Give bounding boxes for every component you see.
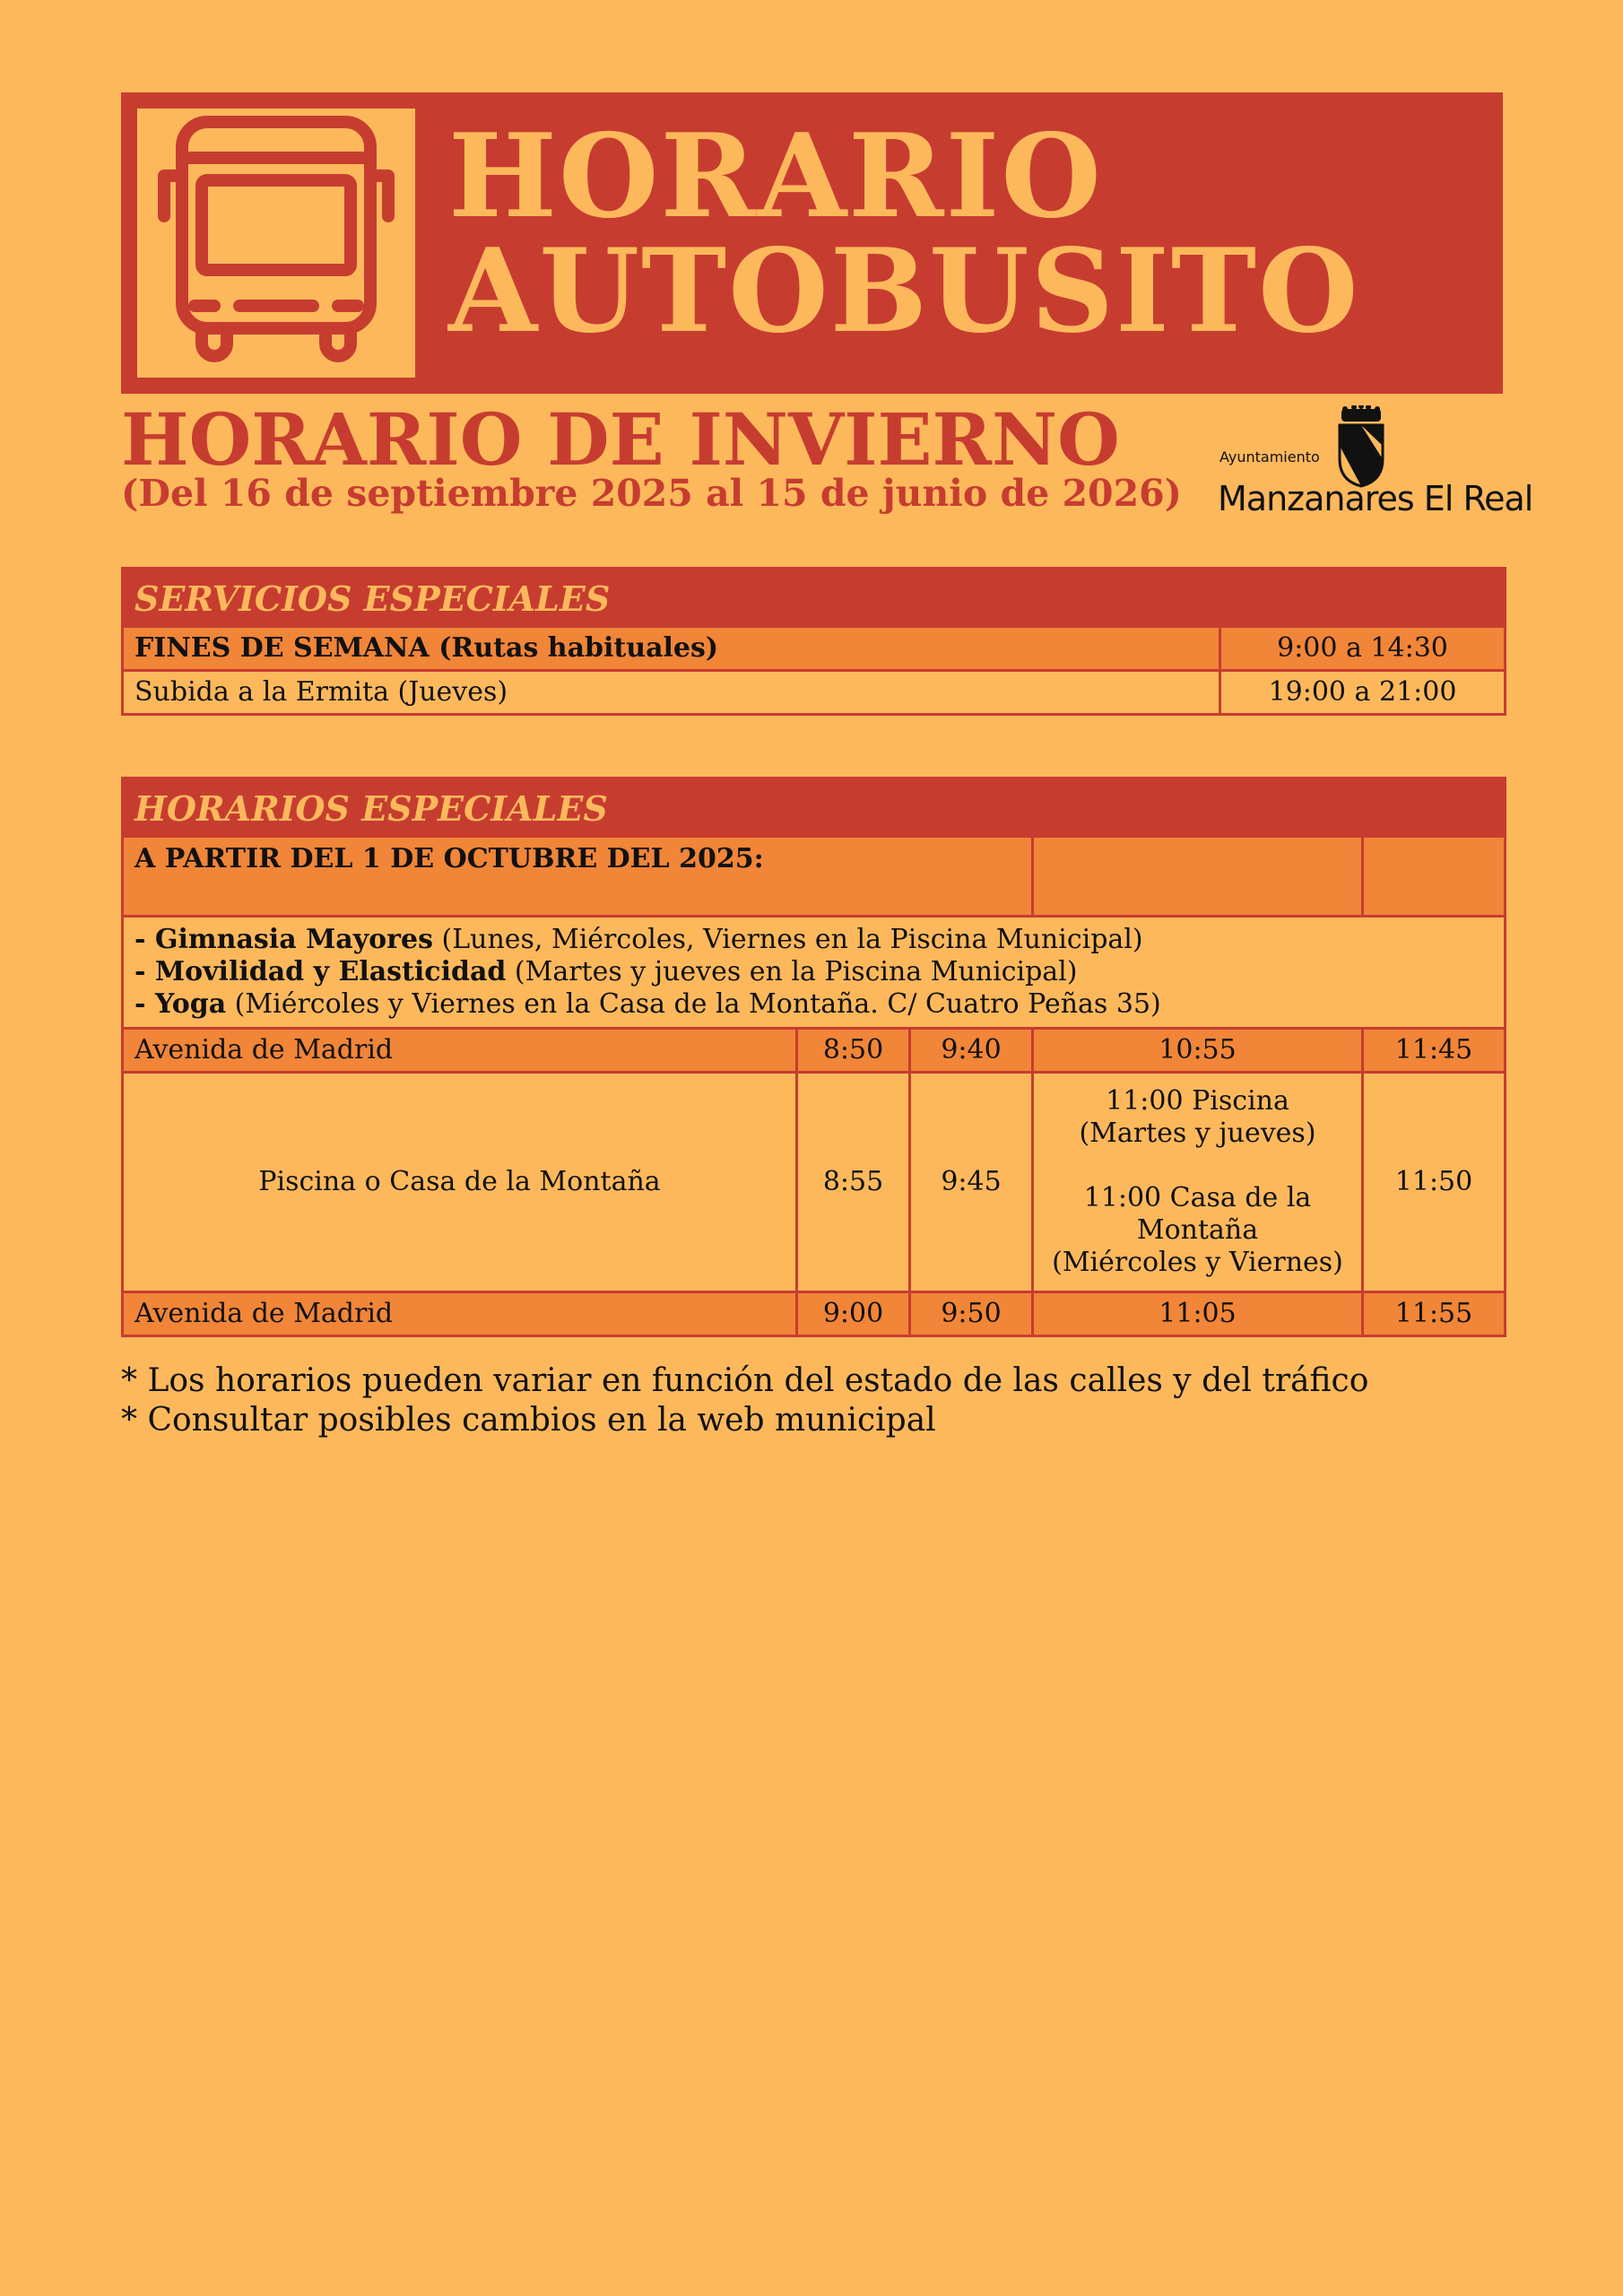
horarios-subtitle: A PARTIR DEL 1 DE OCTUBRE DEL 2025: <box>123 837 1033 917</box>
stop-time: 8:50 <box>797 1029 910 1073</box>
activity-item: - Yoga (Miércoles y Viernes en la Casa de la Montaña. C/ Cuatro Peñas 35) <box>135 988 1161 1020</box>
stop-time: 11:05 <box>1033 1292 1363 1336</box>
activity-item: - Movilidad y Elasticidad (Martes y jueves en la Piscina Municipal) <box>135 956 1078 987</box>
stop-time: 11:45 <box>1363 1029 1506 1073</box>
activity-detail: (Lunes, Miércoles, Viernes en la Piscina Municipal) <box>432 924 1143 955</box>
footnote: * Consultar posibles cambios en la web municipal <box>121 1402 936 1439</box>
coat-of-arms-icon <box>1334 405 1388 488</box>
activities-list <box>123 917 1506 1029</box>
table-row <box>123 1029 1506 1073</box>
bus-icon-box <box>137 109 415 378</box>
horarios-title: HORARIOS ESPECIALES <box>123 778 1506 837</box>
activity-name: Yoga <box>154 988 227 1020</box>
stop-time: 10:55 <box>1033 1029 1363 1073</box>
time-line: 11:00 Piscina <box>1106 1085 1289 1117</box>
servicios-table <box>121 567 1506 716</box>
table-row <box>123 671 1506 715</box>
title-line-1: HORARIO <box>448 109 1103 244</box>
service-time: 9:00 a 14:30 <box>1220 627 1506 671</box>
activity-name: Movilidad y Elasticidad <box>154 956 507 987</box>
season-title: HORARIO DE INVIERNO <box>121 397 1120 482</box>
municipal-logo <box>1218 405 1533 522</box>
activity-detail: (Miércoles y Viernes en la Casa de la Montaña. C/ Cuatro Peñas 35) <box>226 988 1161 1020</box>
stop-time-multi <box>1033 1073 1363 1292</box>
logo-caption: Ayuntamiento <box>1219 448 1320 465</box>
time-line: 11:00 Casa de la <box>1083 1182 1312 1213</box>
stop-name: Piscina o Casa de la Montaña <box>123 1073 797 1292</box>
stop-name: Avenida de Madrid <box>123 1292 797 1336</box>
time-line: (Martes y jueves) <box>1079 1118 1316 1149</box>
title-line-2: AUTOBUSITO <box>448 224 1360 359</box>
stop-time: 9:00 <box>797 1292 910 1336</box>
table-row <box>123 1292 1506 1336</box>
empty-cell <box>1033 837 1363 917</box>
stop-time: 11:55 <box>1363 1292 1506 1336</box>
time-line: Montaña <box>1136 1214 1259 1246</box>
stop-time: 9:40 <box>910 1029 1033 1073</box>
time-line: (Miércoles y Viernes) <box>1052 1247 1343 1278</box>
service-time: 19:00 a 21:00 <box>1220 671 1506 715</box>
stop-time: 8:55 <box>797 1073 910 1292</box>
servicios-title: SERVICIOS ESPECIALES <box>123 569 1506 627</box>
bus-icon <box>137 109 415 378</box>
horarios-table <box>121 777 1506 1337</box>
activity-item: - Gimnasia Mayores (Lunes, Miércoles, Viernes en la Piscina Municipal) <box>135 924 1143 955</box>
table-row <box>123 627 1506 671</box>
stop-time: 9:50 <box>910 1292 1033 1336</box>
main-title <box>448 109 1360 359</box>
title-banner <box>121 92 1503 394</box>
service-label: Subida a la Ermita (Jueves) <box>123 671 1220 715</box>
activities-row <box>123 917 1506 1029</box>
footnotes <box>121 1361 1368 1440</box>
stop-time: 9:45 <box>910 1073 1033 1292</box>
activity-detail: (Martes y jueves en la Piscina Municipal) <box>506 956 1078 987</box>
stop-time: 11:50 <box>1363 1073 1506 1292</box>
subtitle-row <box>123 837 1506 917</box>
season-dates: (Del 16 de septiembre 2025 al 15 de junio de 2026) <box>121 472 1183 515</box>
service-label: FINES DE SEMANA (Rutas habituales) <box>123 627 1220 671</box>
stop-name: Avenida de Madrid <box>123 1029 797 1073</box>
footnote: * Los horarios pueden variar en función del estado de las calles y del tráfico <box>121 1362 1369 1399</box>
empty-cell <box>1363 837 1506 917</box>
table-row <box>123 1073 1506 1292</box>
activity-name: Gimnasia Mayores <box>154 924 433 955</box>
logo-name: Manzanares El Real <box>1218 479 1533 518</box>
